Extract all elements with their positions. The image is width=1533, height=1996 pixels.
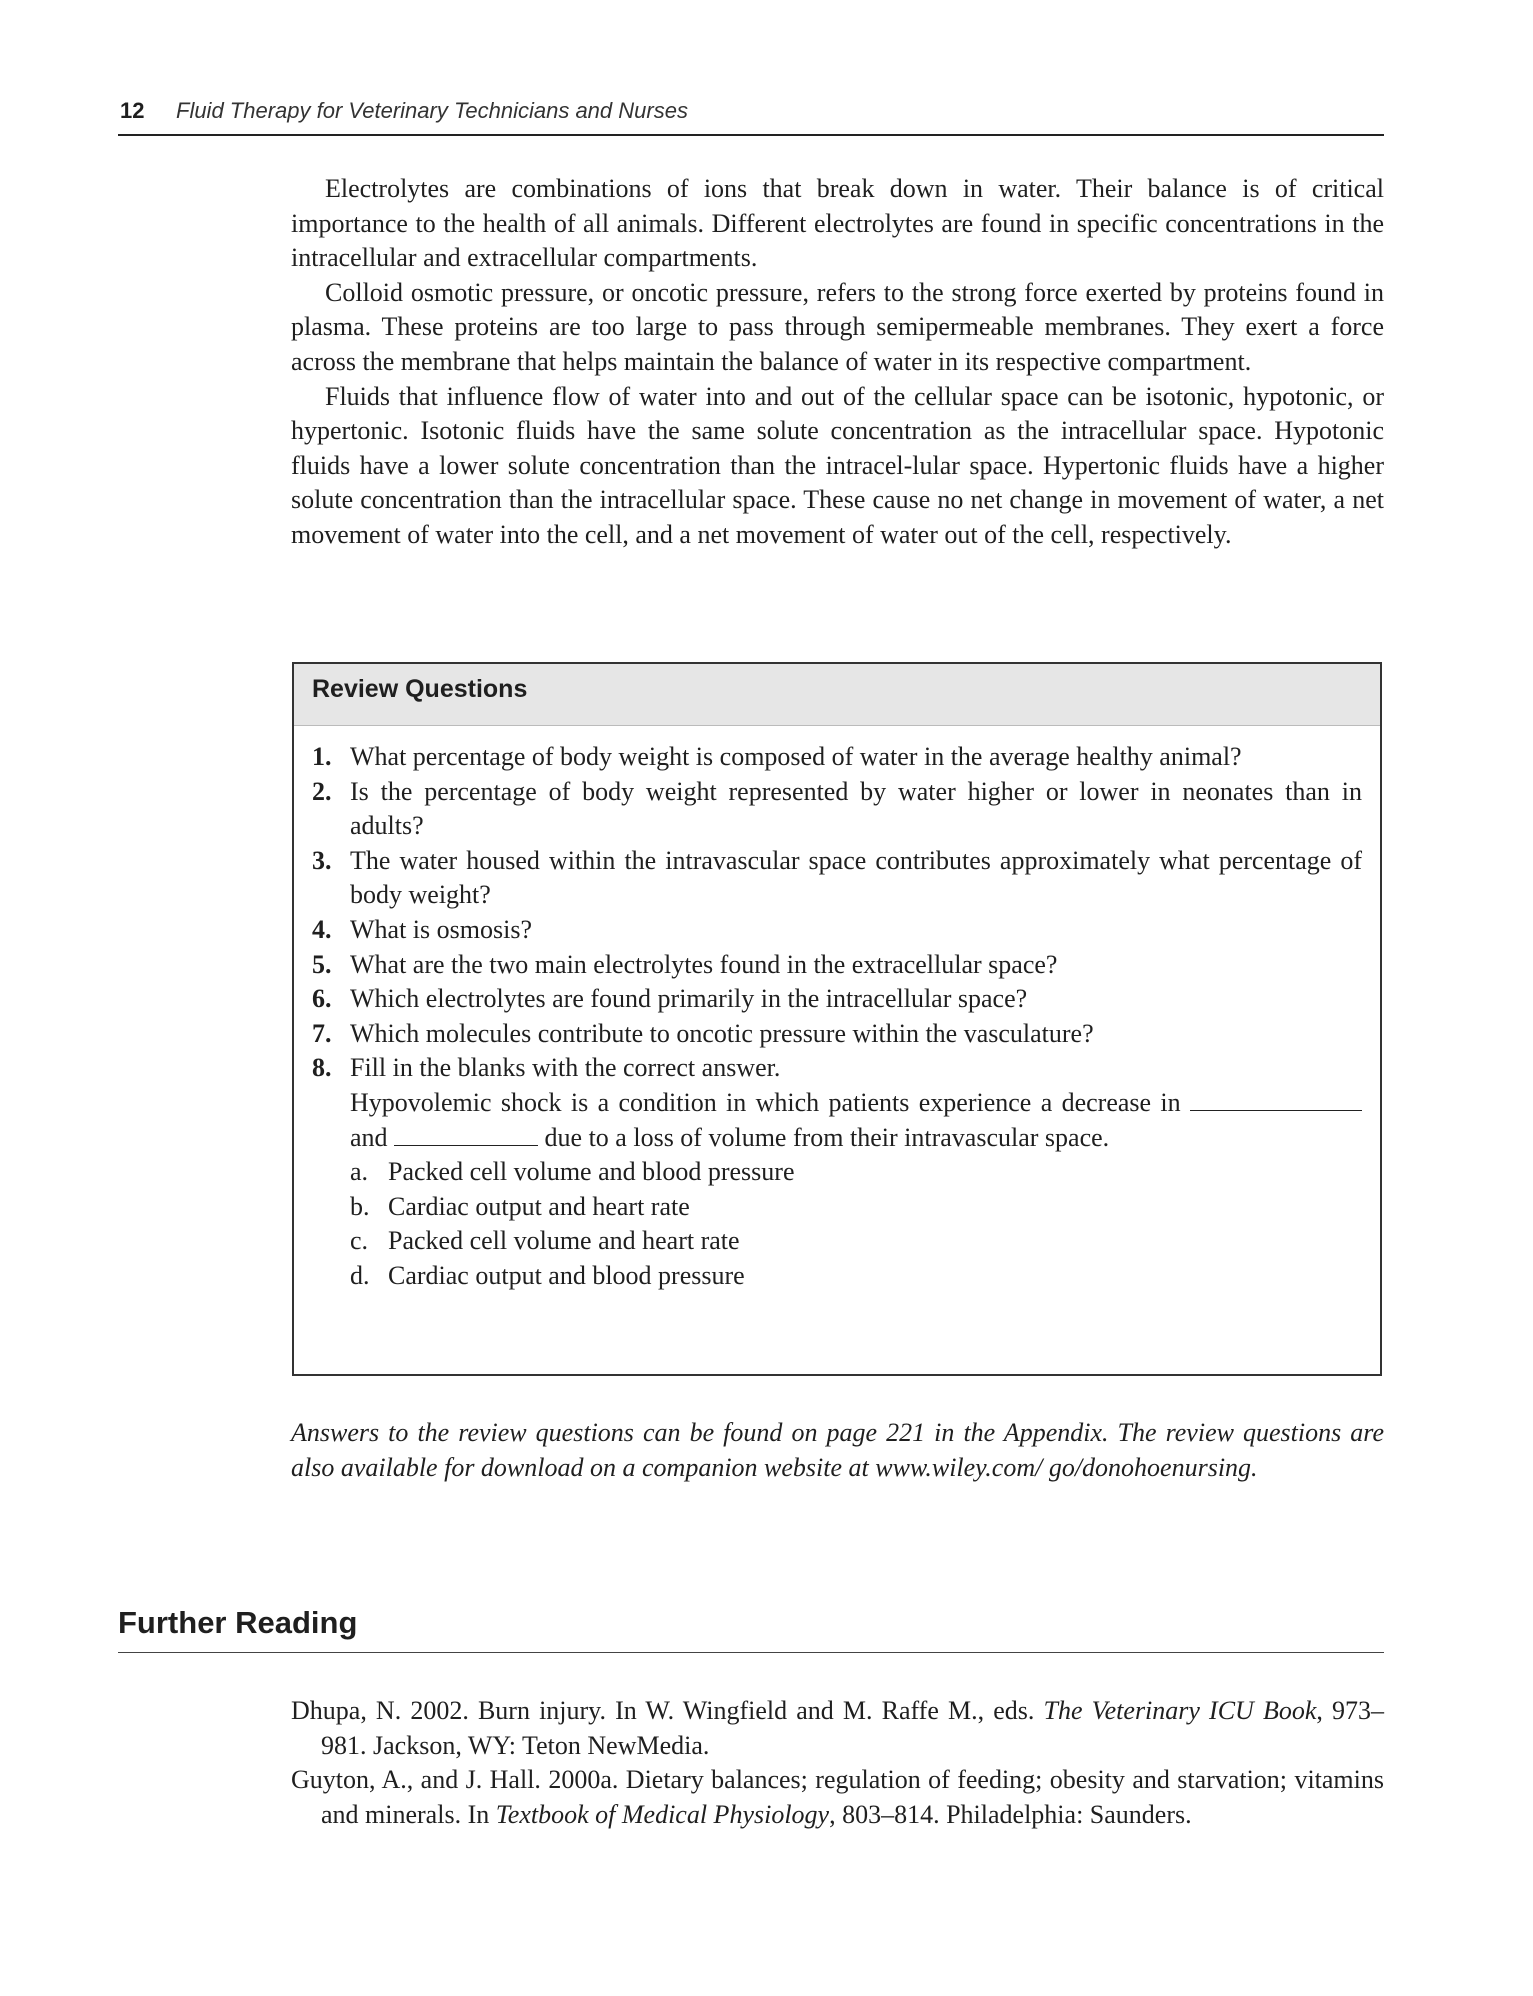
- paragraph-colloid-osmotic-pressure: Colloid osmotic pressure, or oncotic pressure, refers to the strong force exerted by proteins found in plasma. These proteins are too large to pass through semipermeable membranes. They exert a force across the membrane that helps maintain the balance of water in its respective compartment.: [291, 277, 1384, 376]
- option-label: d.: [350, 1260, 370, 1290]
- paragraph-electrolytes: Electrolytes are combinations of ions that break down in water. Their balance is of critical importance to the health of all animals. Different electrolytes are found in specific concentrations in the intracellular and extracellular compartments.: [291, 174, 1384, 273]
- paragraph-fluid-tonicity: Fluids that influence flow of water into and out of the cellular space can be isotonic, hypotonic, or hypertonic. Isotonic fluids have the same solute concentration as the intracellular space. Hypotonic fluids have a lower solute concentration than the intracel-lular space. Hypertonic fluids have a higher solute concentration than the intracellular space. These cause no net change in movement of water, a net movement of water into the cell, and a net movement of water out of the cell, respectively.: [291, 381, 1384, 549]
- question-text: Fill in the blanks with the correct answer.: [350, 1053, 781, 1083]
- question-number: 4.: [312, 914, 332, 944]
- answer-option: [350, 1190, 1362, 1225]
- answer-blank-1: [1190, 1090, 1362, 1111]
- review-questions-box: [292, 662, 1382, 1376]
- question-number: 3.: [312, 845, 332, 875]
- review-questions-title: Review Questions: [312, 675, 528, 703]
- fill-text-part1: Hypovolemic shock is a condition in which patients experience a decrease in: [350, 1087, 1181, 1117]
- reference-entry: [291, 1763, 1384, 1832]
- answer-option: [350, 1259, 1362, 1294]
- fill-text-and: and: [350, 1122, 388, 1152]
- question-text: Is the percentage of body weight represented by water higher or lower in neonates than in adults?: [350, 776, 1362, 841]
- question-text: The water housed within the intravascular space contributes approximately what percentage of body weight?: [350, 845, 1362, 910]
- question-text: What are the two main electrolytes found in the extracellular space?: [350, 949, 1058, 979]
- reference-text: , 973–981. Jackson, WY: Teton NewMedia.: [321, 1696, 1385, 1760]
- fill-in-blank-statement: [350, 1086, 1362, 1155]
- reference-text: , 803–814. Philadelphia: Saunders.: [829, 1799, 1192, 1829]
- review-questions-list: [294, 726, 1380, 1294]
- review-question: [312, 913, 1362, 948]
- question-number: 8.: [312, 1053, 332, 1083]
- option-text: Cardiac output and blood pressure: [388, 1260, 745, 1290]
- question-text: Which electrolytes are found primarily in the intracellular space?: [350, 984, 1028, 1014]
- reference-book-title: The Veterinary ICU Book: [1043, 1696, 1317, 1725]
- question-number: 2.: [312, 776, 332, 806]
- question-text: What percentage of body weight is composed of water in the average healthy animal?: [350, 742, 1242, 771]
- reference-list: [291, 1694, 1384, 1832]
- answers-note: Answers to the review questions can be found on page 221 in the Appendix. The review questions are also available for download on a companion website at www.wiley.com/ go/donohoenursing.: [291, 1418, 1384, 1482]
- answer-option: [350, 1155, 1362, 1190]
- question-number: 5.: [312, 949, 332, 979]
- review-question: [312, 775, 1362, 844]
- reference-book-title: Textbook of Medical Physiology: [495, 1799, 830, 1829]
- running-head: [118, 94, 1384, 136]
- question-number: 7.: [312, 1018, 332, 1048]
- review-question: [312, 948, 1362, 983]
- review-question: [312, 1051, 1362, 1293]
- book-title: Fluid Therapy for Veterinary Technicians and Nurses: [176, 98, 688, 123]
- question-number: 6.: [312, 984, 332, 1014]
- reference-entry: [291, 1694, 1384, 1763]
- review-questions-header: [294, 664, 1380, 726]
- question-text: What is osmosis?: [350, 914, 532, 944]
- answer-option: [350, 1224, 1362, 1259]
- review-question: [312, 844, 1362, 913]
- reference-text: Guyton, A., and J. Hall. 2000a. Dietary balances; regulation of feeding; obesity and starvation; vitamins and minerals. In: [291, 1765, 1384, 1829]
- option-text: Packed cell volume and heart rate: [388, 1226, 740, 1256]
- body-text: [291, 172, 1384, 553]
- question-number: 1.: [312, 742, 332, 771]
- option-text: Packed cell volume and blood pressure: [388, 1157, 795, 1187]
- answer-blank-2: [394, 1125, 538, 1146]
- question-text: Which molecules contribute to oncotic pressure within the vasculature?: [350, 1018, 1094, 1048]
- page-number: 12: [120, 98, 145, 123]
- option-label: c.: [350, 1226, 369, 1256]
- option-label: b.: [350, 1191, 370, 1221]
- review-question: [312, 982, 1362, 1017]
- fill-text-part2: due to a loss of volume from their intravascular space.: [544, 1122, 1110, 1152]
- option-label: a.: [350, 1157, 369, 1187]
- further-reading-heading: Further Reading: [118, 1601, 1384, 1653]
- option-text: Cardiac output and heart rate: [388, 1191, 690, 1221]
- review-question: [312, 740, 1362, 775]
- reference-text: Dhupa, N. 2002. Burn injury. In W. Wingfield and M. Raffe M., eds.: [291, 1696, 1044, 1725]
- review-question: [312, 1017, 1362, 1052]
